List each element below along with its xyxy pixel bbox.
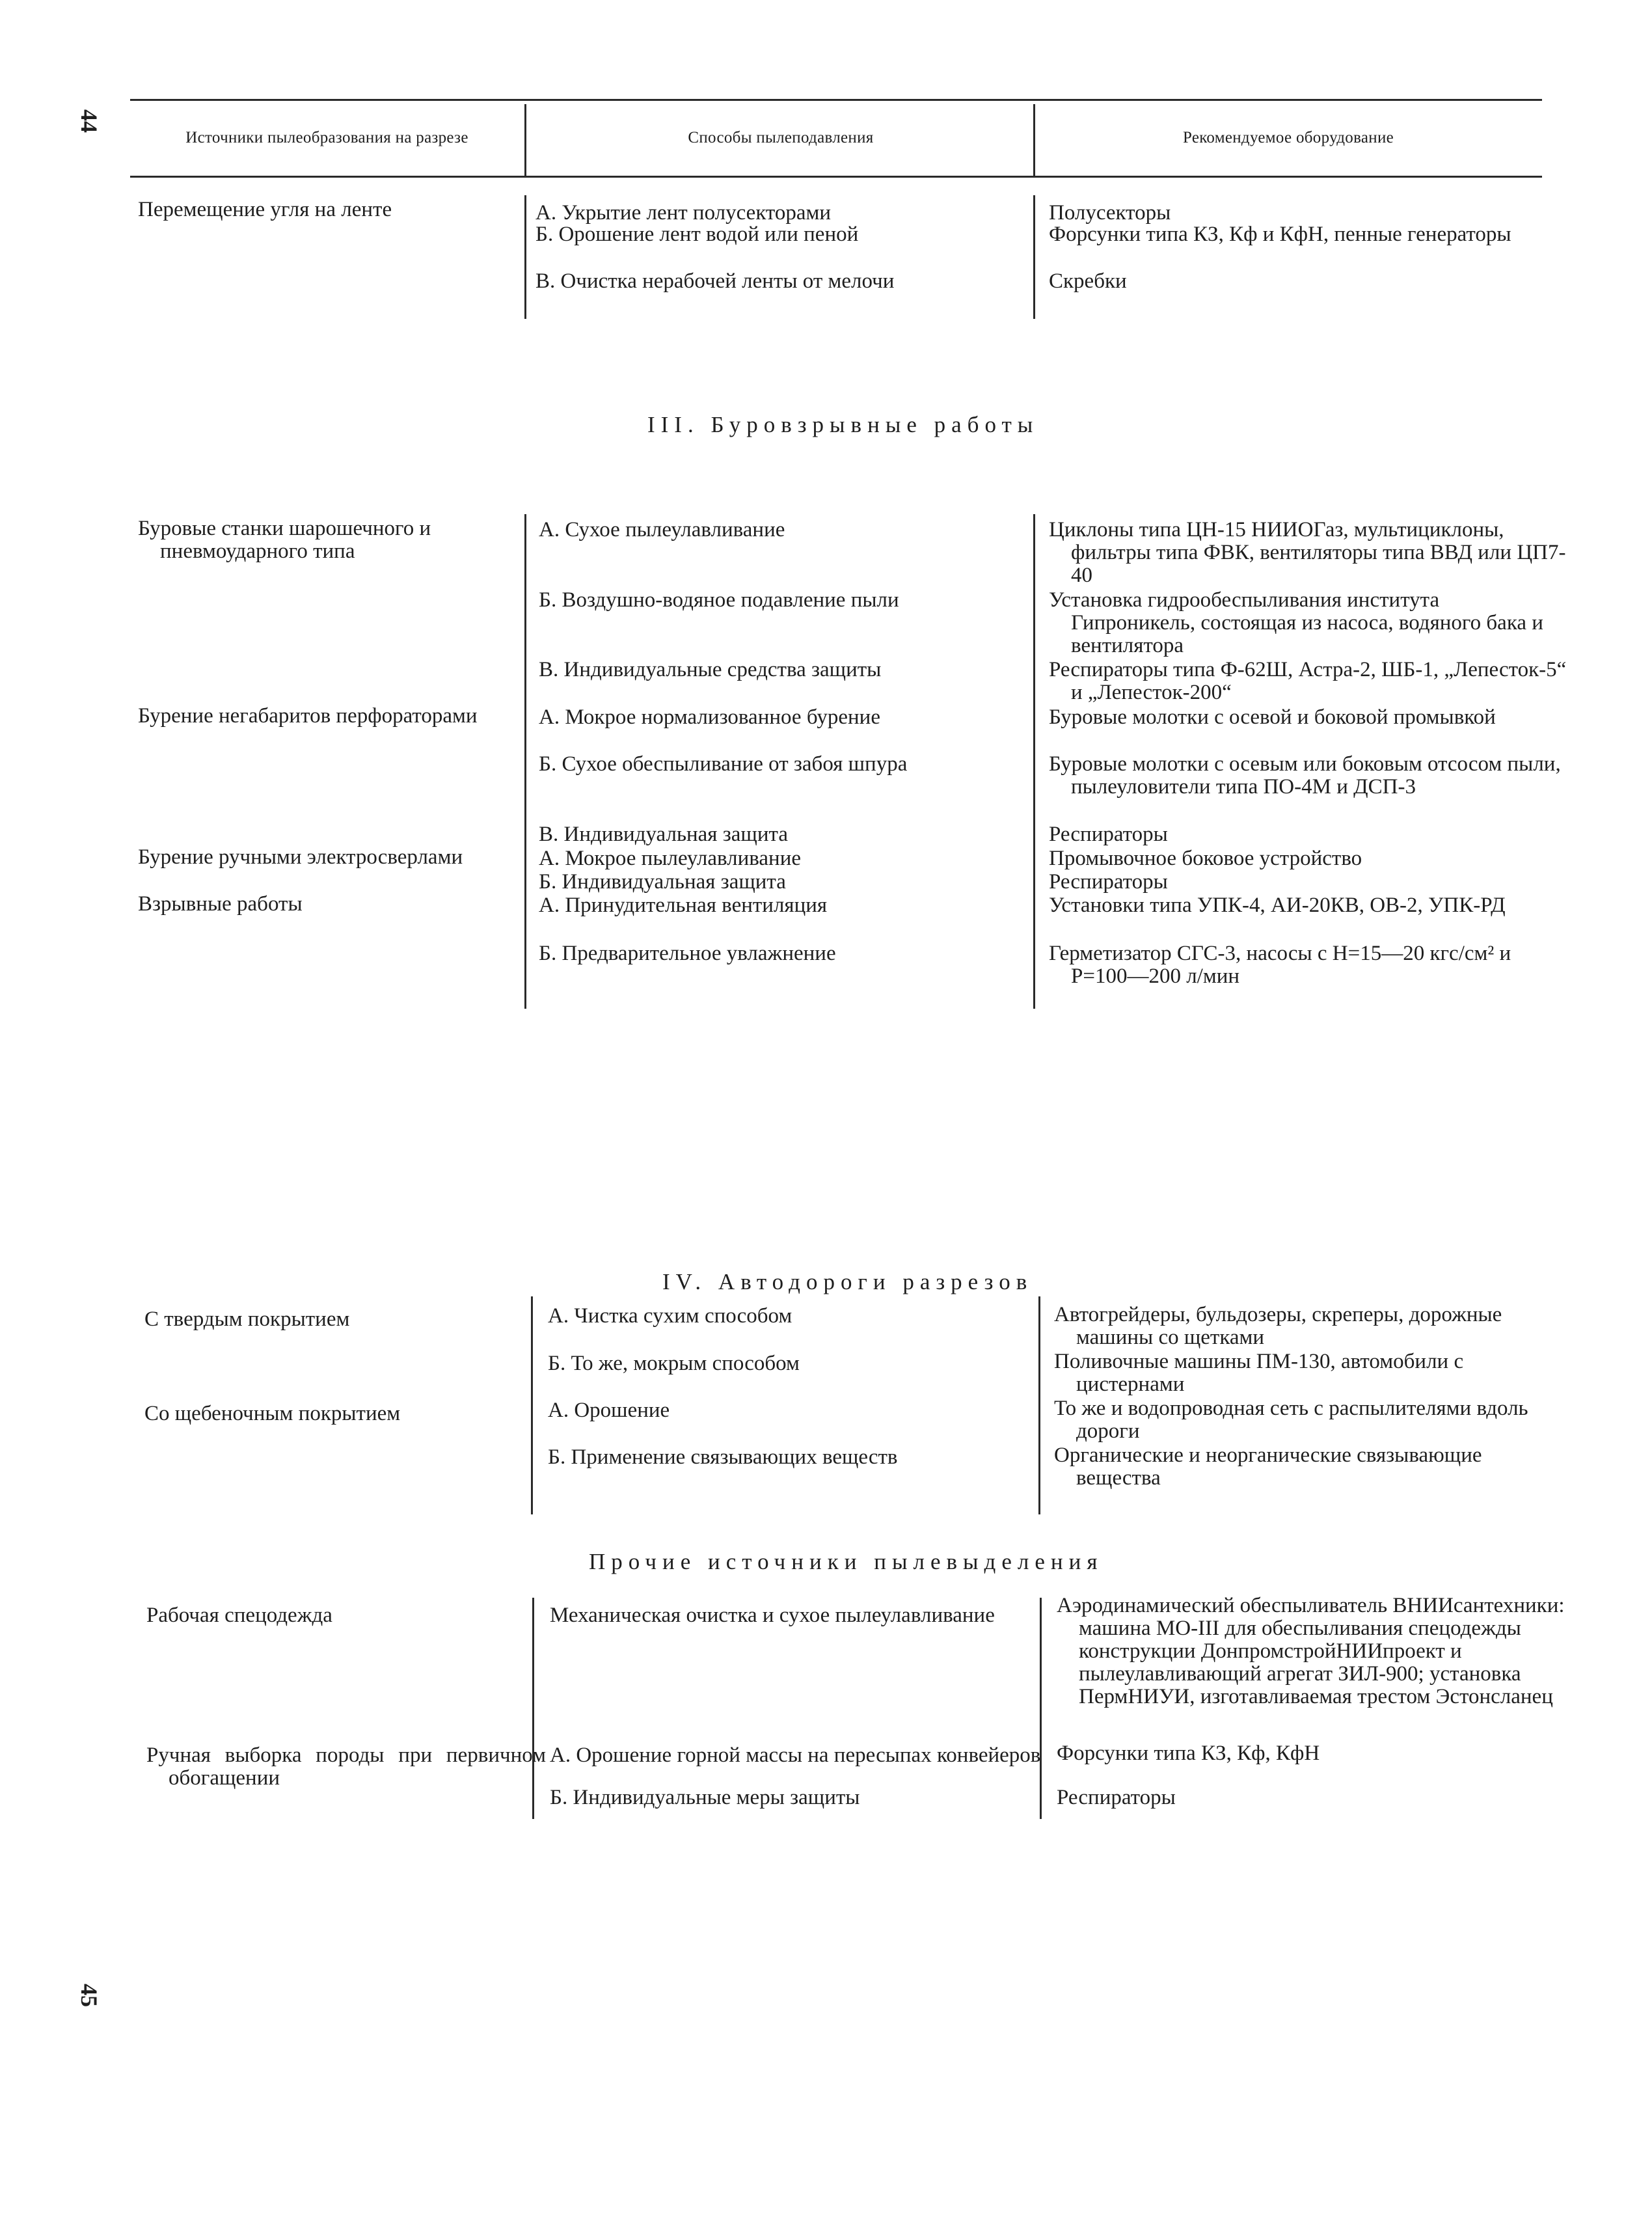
s3-source-2: Бурение негабаритов перфораторами [138,704,478,728]
col-divider-s4-2 [1038,1296,1040,1514]
s3-method-3: В. Индивидуальные средства защиты [539,658,882,681]
s3-method-2: Б. Воздушно-водяное подавление пыли [539,588,899,612]
col-divider-s1-2 [1033,195,1035,319]
s3-method-6: В. Индивидуальная защита [539,823,788,846]
section-title-other-sources: Прочие источники пылевыделения [589,1549,1104,1574]
s3-equip-3: Респираторы типа Ф-62Ш, Астра-2, ШБ-1, „Лепесток-5“ и „Лепесток-200“ [1049,658,1567,704]
s1-equip-3: Скребки [1049,269,1127,293]
s3-equip-9: Установки типа УПК-4, АИ-20КВ, ОВ-2, УПК-РД [1049,894,1506,917]
s5-equip-1: Аэродинамический обеспыливатель ВНИИсантехники: машина МО-III для обеспыливания спецодежды конструкции ДонпромстройНИИпроект и пылеулавливающий агрегат ЗИЛ-900; установка ПермНИУИ, изготавливаемая трестом Эстонсланец [1057,1594,1565,1708]
section-title-drilling-blasting: III. Буровзрывные работы [647,412,1039,437]
s3-method-1: А. Сухое пылеулавливание [539,518,785,541]
s3-method-4: А. Мокрое нормализованное бурение [539,705,880,729]
s4-method-3: А. Орошение [548,1399,670,1422]
s4-source-2: Со щебеночным покрытием [144,1402,401,1425]
col-divider-s4-1 [531,1296,533,1514]
s5-equip-3: Респираторы [1057,1786,1176,1809]
s4-method-2: Б. То же, мокрым способом [548,1352,800,1375]
col-divider-s1-1 [524,195,526,319]
s3-source-3: Бурение ручными электросверлами [138,845,463,869]
s4-method-4: Б. Применение связывающих веществ [548,1445,898,1469]
col-divider-s3-2 [1033,514,1035,1009]
header-col-methods: Способы пылеподавления [688,129,874,146]
s3-equip-4: Буровые молотки с осевой и боковой промывкой [1049,705,1496,729]
s1-method-c: В. Очистка нерабочей ленты от мелочи [535,269,895,293]
s1-source: Перемещение угля на ленте [138,198,392,221]
s1-method-b: Б. Орошение лент водой или пеной [535,223,859,246]
header-col-sources: Источники пылеобразования на разрезе [185,129,468,146]
header-top-rule [130,99,1542,101]
s3-method-8: Б. Индивидуальная защита [539,870,786,894]
s1-equip-1: Полусекторы [1049,201,1171,225]
s5-equip-2: Форсунки типа КЗ, Кф, КфН [1057,1742,1320,1765]
s3-source-1: Буровые станки шарошечного и пневмоударного типа [138,517,431,563]
header-bottom-rule [130,176,1542,178]
s5-source-2: Ручная выборка породы при первичном обогащении [146,1744,546,1790]
col-divider-s3-1 [524,514,526,1009]
s4-equip-4: Органические и неорганические связывающие вещества [1054,1443,1482,1490]
s4-equip-2: Поливочные машины ПМ-130, автомобили с цистернами [1054,1350,1464,1396]
s3-source-4: Взрывные работы [138,892,303,916]
s4-equip-3: То же и водопроводная сеть с распылителями вдоль дороги [1054,1397,1528,1443]
s3-equip-8: Респираторы [1049,870,1168,894]
s4-equip-1: Автогрейдеры, бульдозеры, скреперы, дорожные машины со щетками [1054,1303,1502,1349]
s4-method-1: А. Чистка сухим способом [548,1304,792,1328]
col-divider-s5-2 [1040,1598,1042,1819]
page-number-top: 44 [76,109,102,133]
s5-source-1: Рабочая спецодежда [146,1604,332,1627]
s1-equip-2: Форсунки типа КЗ, Кф и КфН, пенные генераторы [1049,223,1511,246]
s3-equip-1: Циклоны типа ЦН-15 НИИОГаз, мультициклоны, фильтры типа ФВК, вентиляторы типа ВВД или ЦП7-40 [1049,518,1566,587]
s3-equip-2: Установка гидрообеспыливания института Гипроникель, состоящая из насоса, водяного бака и вентилятора [1049,588,1543,657]
s3-equip-7: Промывочное боковое устройство [1049,847,1362,870]
s3-equip-10: Герметизатор СГС-3, насосы с H=15—20 кгс/см² и P=100—200 л/мин [1049,942,1511,988]
col-divider-header-1 [524,104,526,176]
page-number-bottom: 45 [76,1984,102,2007]
s3-equip-6: Респираторы [1049,823,1168,846]
s5-method-1: Механическая очистка и сухое пылеулавливание [550,1604,995,1627]
section-title-roads: IV. Автодороги разрезов [662,1269,1033,1294]
s3-method-9: А. Принудительная вентиляция [539,894,828,917]
s5-method-2: А. Орошение горной массы на пересыпах конвейеров [550,1744,1041,1767]
s3-method-5: Б. Сухое обеспыливание от забоя шпура [539,752,908,776]
s1-method-a: А. Укрытие лент полусекторами [535,201,832,225]
s4-source-1: С твердым покрытием [144,1307,350,1331]
col-divider-header-2 [1033,104,1035,176]
header-col-equipment: Рекомендуемое оборудование [1182,129,1394,146]
s3-method-7: А. Мокрое пылеулавливание [539,847,802,870]
s3-equip-5: Буровые молотки с осевым или боковым отсосом пыли, пылеуловители типа ПО-4М и ДСП-3 [1049,752,1561,799]
s5-method-3: Б. Индивидуальные меры защиты [550,1786,860,1809]
s3-method-10: Б. Предварительное увлажнение [539,942,836,965]
